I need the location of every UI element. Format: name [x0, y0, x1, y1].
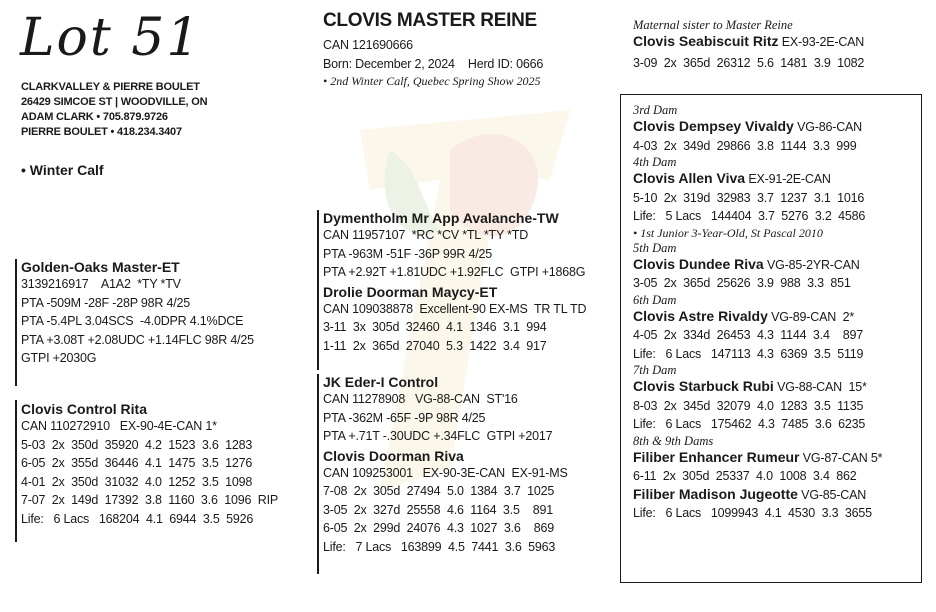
- ds-block: [323, 374, 568, 556]
- ss-bar: [317, 210, 319, 370]
- consignor-block: [21, 80, 207, 140]
- animal-name: CLOVIS MASTER REINE: [323, 10, 537, 31]
- dam-line: CAN 110272910 EX-90-4E-CAN 1*: [21, 419, 217, 433]
- animal-born: Born: December 2, 2024 Herd ID: 0666: [323, 56, 544, 71]
- dam-line: 6-05 2x 355d 36446 4.1 1475 3.5 1276: [21, 456, 253, 470]
- sister-name: Clovis Seabiscuit Ritz: [633, 33, 779, 49]
- dam-block: [21, 401, 278, 528]
- dd-line: CAN 109253001 EX-90-3E-CAN EX-91-MS: [323, 465, 568, 480]
- animal-reg: CAN 121690666: [323, 38, 413, 52]
- dam6-line: Life: 6 Lacs 147113 4.3 6369 3.5 5119: [633, 346, 864, 361]
- sire-line: PTA -509M -28F -28P 98R 4/25: [21, 295, 191, 310]
- sd-line: CAN 109038878 Excellent-90 EX-MS TR TL TD: [323, 301, 587, 316]
- ds-line: CAN 11278908 VG-88-CAN ST'16: [323, 392, 518, 406]
- consignor-line: CLARKVALLEY & PIERRE BOULET: [21, 81, 200, 93]
- dam4-score: EX-91-2E-CAN: [745, 172, 831, 186]
- dams-list: [633, 103, 882, 523]
- dam3-heading: 3rd Dam: [633, 103, 678, 117]
- ds-line: PTA +.71T -.30UDC +.34FLC GTPI +2017: [323, 429, 553, 443]
- animal-award: • 2nd Winter Calf, Quebec Spring Show 2025: [323, 74, 541, 88]
- dam-bar: [15, 400, 17, 542]
- sire-bar: [15, 259, 17, 386]
- dam89-heading: 8th & 9th Dams: [633, 433, 714, 448]
- dam6-name: Clovis Astre Rivaldy: [633, 307, 768, 324]
- lot-title: Lot 51: [20, 8, 202, 68]
- dam4-award: • 1st Junior 3-Year-Old, St Pascal 2010: [633, 225, 823, 240]
- dam5-score: VG-85-2YR-CAN: [763, 257, 860, 272]
- dam5-heading: 5th Dam: [633, 240, 677, 255]
- animal-block: [323, 10, 543, 89]
- dam8-name-row: [633, 449, 882, 468]
- sd-line: 1-11 2x 365d 27040 5.3 1422 3.4 917: [323, 338, 547, 353]
- dam9-name-row: [633, 486, 882, 505]
- dam4-heading: 4th Dam: [633, 155, 677, 169]
- sd-name: Drolie Doorman Maycy-ET: [323, 283, 498, 300]
- dam5-name: Clovis Dundee Riva: [633, 255, 764, 272]
- sister-heading: Maternal sister to Master Reine: [633, 18, 793, 32]
- ss-line: PTA -963M -51F -36P 99R 4/25: [323, 246, 493, 261]
- sister-score: EX-93-2E-CAN: [778, 35, 865, 49]
- ds-line: PTA -362M -65F -9P 98R 4/25: [323, 410, 486, 425]
- sd-line: 3-11 3x 305d 32460 4.1 1346 3.1 994: [323, 320, 547, 334]
- consignor-contact: PIERRE BOULET • 418.234.3407: [21, 126, 182, 138]
- dam7-score: VG-88-CAN 15*: [773, 380, 867, 394]
- dam8-line: 6-11 2x 305d 25337 4.0 1008 3.4 862: [633, 469, 857, 483]
- dam9-line: Life: 6 Lacs 1099943 4.1 4530 3.3 3655: [633, 506, 872, 520]
- consignor-address: 26429 SIMCOE ST | WOODVILLE, ON: [21, 96, 208, 108]
- ds-bar: [317, 374, 319, 574]
- sire-name: Golden-Oaks Master-ET: [21, 259, 180, 275]
- dam8-score: VG-87-CAN 5*: [799, 450, 883, 465]
- dam6-name-row: [633, 308, 882, 327]
- dam6-heading: 6th Dam: [633, 292, 677, 307]
- dam3-score: VG-86-CAN: [793, 120, 862, 134]
- dam4-line: Life: 5 Lacs 144404 3.7 5276 3.2 4586: [633, 209, 866, 223]
- sire-line: GTPI +2030G: [21, 351, 97, 365]
- class-label: • Winter Calf: [21, 162, 104, 178]
- dam5-line: 3-05 2x 365d 25626 3.9 988 3.3 851: [633, 276, 851, 290]
- dam9-score: VG-85-CAN: [797, 487, 867, 502]
- dd-name: Clovis Doorman Riva: [323, 447, 464, 464]
- dd-line: 7-08 2x 305d 27494 5.0 1384 3.7 1025: [323, 484, 555, 498]
- dam4-name: Clovis Allen Viva: [633, 170, 746, 186]
- sister-block: [633, 18, 864, 72]
- dam9-name: Filiber Madison Jugeotte: [633, 485, 798, 502]
- sister-name-row: [633, 33, 864, 52]
- ss-block: [323, 210, 586, 355]
- dam5-name-row: [633, 256, 882, 275]
- dam4-name-row: [633, 170, 882, 189]
- sire-block: [21, 259, 254, 368]
- dam7-name: Clovis Starbuck Rubi: [633, 378, 774, 394]
- dam7-name-row: [633, 378, 882, 397]
- dam-line: 7-07 2x 149d 17392 3.8 1160 3.6 1096 RIP: [21, 493, 279, 507]
- dam8-name: Filiber Enhancer Rumeur: [633, 448, 800, 465]
- dam3-line: 4-03 2x 349d 29866 3.8 1144 3.3 999: [633, 138, 857, 153]
- dd-line: 3-05 2x 327d 25558 4.6 1164 3.5 891: [323, 502, 554, 517]
- dam-line: Life: 6 Lacs 168204 4.1 6944 3.5 5926: [21, 511, 254, 526]
- ss-line: CAN 11957107 *RC *CV *TL *TY *TD: [323, 228, 529, 242]
- dam7-line: Life: 6 Lacs 175462 4.3 7485 3.6 6235: [633, 417, 866, 431]
- dam6-line: 4-05 2x 334d 26453 4.3 1144 3.4 897: [633, 328, 864, 342]
- dam3-name-row: [633, 118, 882, 137]
- sire-line: PTA +3.08T +2.08UDC +1.14FLC 98R 4/25: [21, 332, 254, 347]
- sire-line: 3139216917 A1A2 *TY *TV: [21, 277, 181, 291]
- sister-record: 3-09 2x 365d 26312 5.6 1481 3.9 1082: [633, 55, 865, 70]
- dam3-name: Clovis Dempsey Vivaldy: [633, 118, 794, 134]
- dd-line: Life: 7 Lacs 163899 4.5 7441 3.6 5963: [323, 539, 556, 554]
- ss-line: PTA +2.92T +1.81UDC +1.92FLC GTPI +1868G: [323, 265, 586, 279]
- dam-name: Clovis Control Rita: [21, 401, 148, 417]
- ds-name: JK Eder-I Control: [323, 374, 439, 390]
- dam7-heading: 7th Dam: [633, 363, 677, 377]
- dam7-line: 8-03 2x 345d 32079 4.0 1283 3.5 1135: [633, 398, 864, 413]
- ss-name: Dymentholm Mr App Avalanche-TW: [323, 210, 559, 226]
- dam-line: 5-03 2x 350d 35920 4.2 1523 3.6 1283: [21, 437, 253, 452]
- dd-line: 6-05 2x 299d 24076 4.3 1027 3.6 869: [323, 521, 554, 535]
- dam6-score: VG-89-CAN 2*: [767, 309, 854, 324]
- dam-line: 4-01 2x 350d 31032 4.0 1252 3.5 1098: [21, 474, 253, 489]
- consignor-contact: ADAM CLARK • 705.879.9726: [21, 111, 168, 123]
- dam4-line: 5-10 2x 319d 32983 3.7 1237 3.1 1016: [633, 190, 865, 205]
- sire-line: PTA -5.4PL 3.04SCS -4.0DPR 4.1%DCE: [21, 314, 244, 328]
